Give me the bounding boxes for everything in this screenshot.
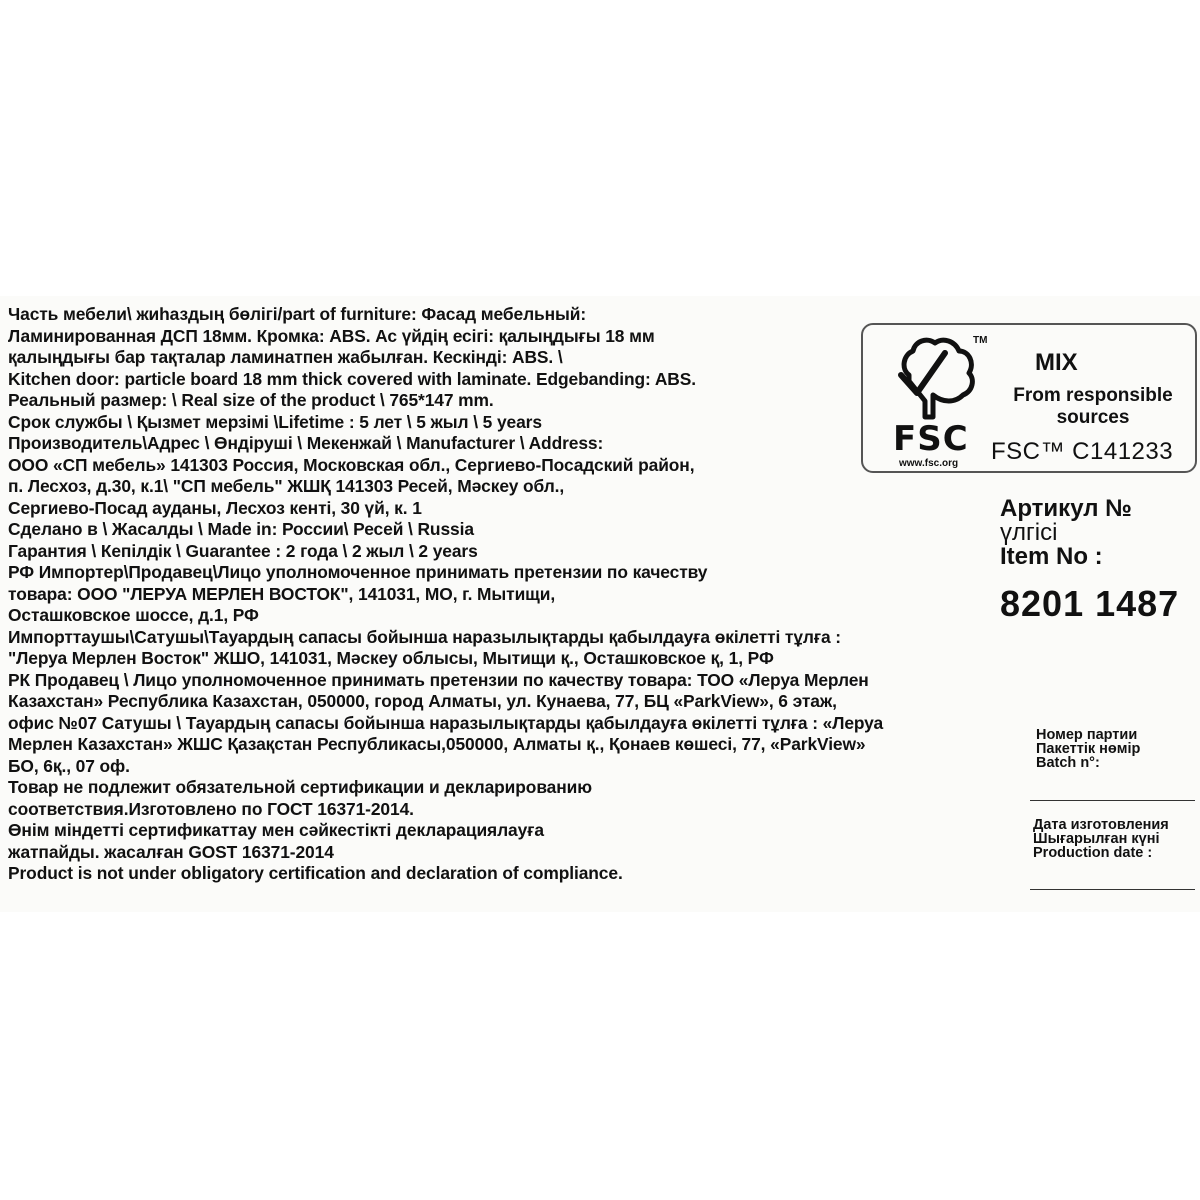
production-label-ru: Дата изготовления — [1033, 817, 1169, 833]
fsc-certification-box — [861, 323, 1197, 473]
production-label-kz: Шығарылған күні — [1033, 831, 1160, 847]
text-line: Өнім міндетті сертификаттау мен сәйкестікті декларациялауға — [8, 820, 544, 840]
fsc-logo — [881, 333, 991, 468]
text-line: товара: ООО "ЛЕРУА МЕРЛЕН ВОСТОК", 141031, МО, г. Мытищи, — [8, 583, 556, 604]
text-line: Срок службы \ Қызмет мерзімі \Lifetime : 5 лет \ 5 жыл \ 5 years — [8, 411, 542, 432]
fsc-responsible-sources: From responsible sources — [1013, 385, 1173, 428]
text-line: Ламинированная ДСП 18мм. Кромка: ABS. Ас үйдің есігі: қалыңдығы 18 мм — [8, 325, 655, 346]
product-description — [8, 304, 1008, 885]
text-line: Часть мебели\ жиһаздың бөлігі/part of furniture: Фасад мебельный: — [8, 304, 587, 324]
batch-fill-line — [1030, 800, 1195, 801]
batch-label-ru: Номер партии — [1036, 727, 1138, 743]
text-line: Kitchen door: particle board 18 mm thick covered with laminate. Edgebanding: ABS. — [8, 368, 696, 389]
article-number: 8201 1487 — [1000, 583, 1180, 624]
text-line: Гарантия \ Кепілдік \ Guarantee : 2 года \ 2 жыл \ 2 years — [8, 540, 478, 561]
text-line: қалыңдығы бар тақталар ламинатпен жабылған. Кескінді: ABS. \ — [8, 347, 563, 367]
text-line: Казахстан» Республика Казахстан, 050000, город Алматы, ул. Кунаева, 77, БЦ «ParkView», 6 этаж, — [8, 691, 837, 711]
text-line: Мерлен Казахстан» ЖШС Қазақстан Республикасы,050000, Алматы қ., Қонаев көшесі, 77, «ParkView» — [8, 734, 866, 754]
article-label-en: Item No : — [1000, 543, 1103, 570]
batch-label-en: Batch n°: — [1036, 755, 1100, 771]
production-label-en: Production date : — [1033, 845, 1153, 861]
text-line: офис №07 Сатушы \ Тауардың сапасы бойынша наразылықтарды қабылдауға өкілетті тұлға : «Леруа — [8, 712, 884, 733]
text-line: соответствия.Изготовлено по ГОСТ 16371-2014. — [8, 798, 414, 819]
text-line: Осташковское шоссе, д.1, РФ — [8, 605, 259, 625]
article-block — [1000, 497, 1132, 569]
text-line: жатпайды. жасалған GOST 16371-2014 — [8, 841, 334, 862]
text-line: Сергиево-Посад ауданы, Лесхоз кенті, 30 үй, к. 1 — [8, 497, 422, 518]
text-line: РФ Импортер\Продавец\Лицо уполномоченное принимать претензии по качеству — [8, 562, 708, 582]
fsc-url: www.fsc.org — [899, 458, 959, 469]
fsc-tree-icon — [881, 333, 991, 423]
fsc-license-code: FSC™ C141233 — [991, 438, 1174, 465]
fsc-trademark: TM — [973, 335, 988, 346]
production-date-block — [1033, 818, 1169, 860]
text-line: Сделано в \ Жасалды \ Made in: России\ Ресей \ Russia — [8, 519, 474, 539]
fsc-mix-label: MIX — [1035, 349, 1078, 376]
fsc-letters: FSC — [893, 419, 969, 459]
text-line: ООО «СП мебель» 141303 Россия, Московская обл., Сергиево-Посадский район, — [8, 454, 695, 475]
text-line: БО, 6қ., 07 оф. — [8, 755, 130, 776]
production-fill-line — [1030, 889, 1195, 890]
article-label-kz: үлгісі — [1000, 519, 1058, 546]
text-line: п. Лесхоз, д.30, к.1\ "СП мебель" ЖШҚ 141303 Ресей, Мәскеу обл., — [8, 476, 565, 496]
text-line: Реальный размер: \ Real size of the product \ 765*147 mm. — [8, 390, 494, 410]
article-label-ru: Артикул № — [1000, 495, 1132, 522]
text-line: Импорттаушы\Сатушы\Тауардың сапасы бойынша наразылықтарды қабылдауға өкілетті тұлға : — [8, 626, 841, 647]
text-line: "Леруа Мерлен Восток" ЖШО, 141031, Мәскеу облысы, Мытищи қ., Осташковское қ, 1, РФ — [8, 648, 774, 668]
text-line: Товар не подлежит обязательной сертификации и декларированию — [8, 777, 592, 797]
text-line: Product is not under obligatory certification and declaration of compliance. — [8, 863, 623, 883]
text-line: РК Продавец \ Лицо уполномоченное принимать претензии по качеству товара: ТОО «Леруа Мерлен — [8, 669, 869, 690]
text-line: Производитель\Адрес \ Өндіруші \ Мекенжай \ Manufacturer \ Address: — [8, 433, 604, 453]
batch-label-kz: Пакеттік нөмір — [1036, 741, 1141, 757]
batch-block — [1036, 728, 1140, 770]
